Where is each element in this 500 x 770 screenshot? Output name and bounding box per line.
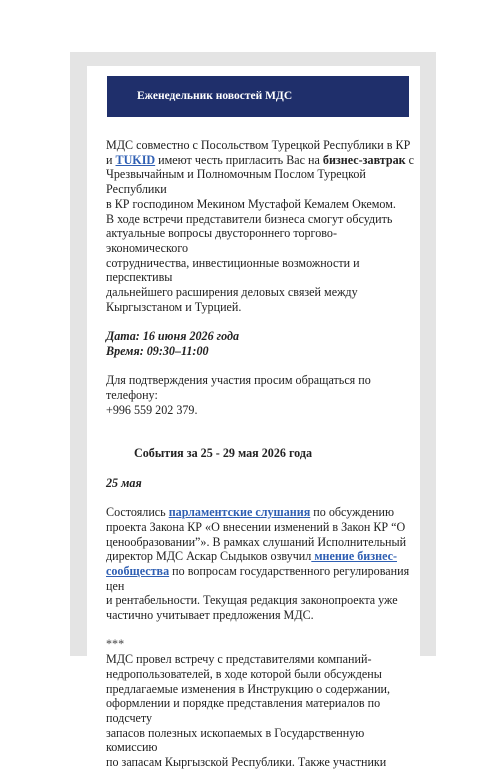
- event-item-subsoil: МДС провел встречу с представителями компаний- недропользователей, в ходе которой были обсуждены предлагаемые изменения в Инструкцию о содержании, оформлении и порядке представления материалов по подсчету запасов полезных ископаемых в Государственную комиссию по запасам Кыргызской Республики. Также участники: [106, 652, 391, 770]
- event-item-hearings: Состоялись парламентские слушания по обсуждению проекта Закона КР «О внесении изменений в Закон КР “О ценообразовании”». В рамках слушаний Исполнительный директор МДС Аскар Сыдыков озвучил мнение бизнес- сообщества по вопросам государственного регулирования цен и рентабельности. Текущая редакция законопроекта уже частично учитывает предложения МДС.: [106, 505, 410, 623]
- newsletter-card: [87, 66, 420, 770]
- separator: ***: [106, 637, 125, 652]
- banner-title: Еженедельник новостей МДС: [137, 90, 293, 102]
- business-opinion-link[interactable]: мнение бизнес-: [311, 549, 397, 564]
- events-day: 25 мая: [106, 475, 142, 490]
- event-time: Время: 09:30–11:00: [106, 343, 209, 358]
- newsletter-content: [106, 138, 418, 770]
- invite-paragraph: МДС совместно с Посольством Турецкой Республики в КР и TUKID имеют честь пригласить Вас на бизнес-завтрак с Чрезвычайным и Полномочным Послом Турецкой Республики в КР господином Мекином Мустафой Кемалем Окемом. В ходе встречи представители бизнеса смогут обсудить актуальные вопросы двустороннего торгово-экономического сотрудничества, инвестиционные возможности и перспективы дальнейшего расширения деловых связей между Кыргызстаном и Турцией.: [106, 138, 415, 314]
- contact-info: Для подтверждения участия просим обращаться по телефону: +996 559 202 379.: [106, 373, 371, 417]
- business-breakfast-text: бизнес-завтрак: [322, 152, 406, 167]
- events-title: События за 25 - 29 мая 2026 года: [134, 446, 312, 461]
- parliamentary-hearings-link[interactable]: парламентские слушания: [168, 505, 311, 520]
- event-date: Дата: 16 июня 2026 года: [106, 329, 240, 344]
- invite-line: МДС совместно с Посольством Турецкой Республики в КР: [106, 138, 411, 152]
- tukid-link[interactable]: TUKID: [115, 152, 156, 167]
- event-schedule: [106, 329, 418, 358]
- newsletter-banner: [107, 76, 409, 117]
- contact-phone: +996 559 202 379.: [106, 402, 198, 417]
- business-opinion-link-cont[interactable]: сообщества: [106, 563, 170, 578]
